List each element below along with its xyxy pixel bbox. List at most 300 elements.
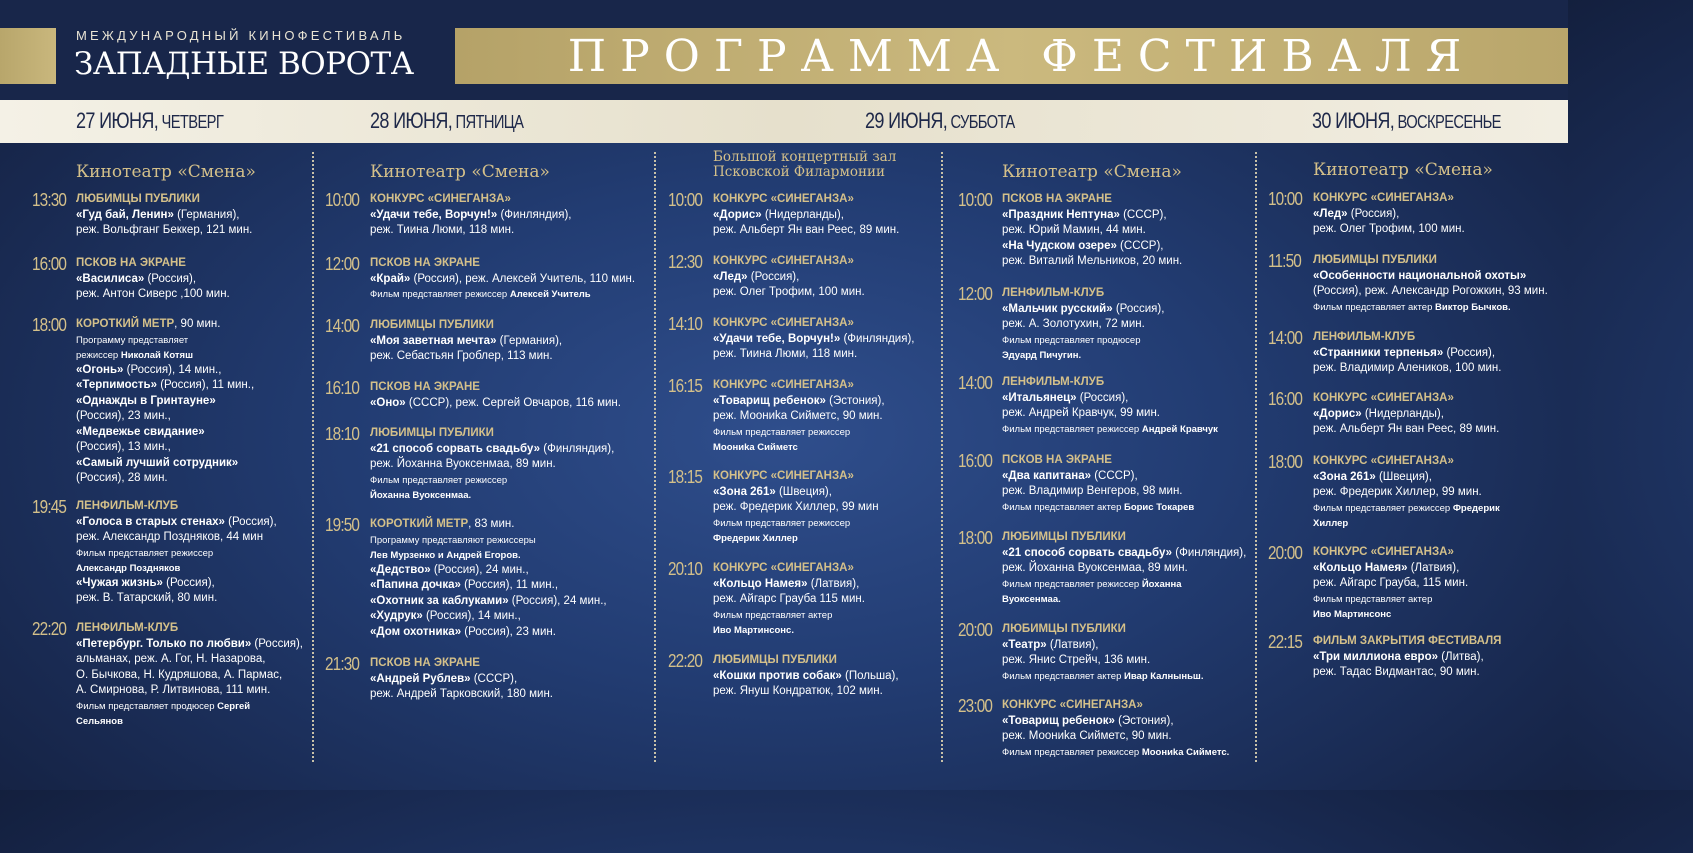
presenter-name: Ивар Калныньш. xyxy=(1124,670,1204,682)
event-block xyxy=(76,317,306,487)
film-line xyxy=(370,672,652,688)
film-title: «Моя заветная мечта» xyxy=(370,334,497,347)
film-line xyxy=(1313,561,1563,577)
presenter-text: Программу представляет xyxy=(76,334,189,346)
film-info: (Россия), xyxy=(251,637,303,650)
presenter-text: Фильм представляет актер xyxy=(1313,593,1433,605)
presenter-name: Лев Мурзенко и Андрей Егоров. xyxy=(370,549,521,561)
presenter-text: Фильм представляет продюсер xyxy=(1002,334,1141,346)
presenter-line xyxy=(370,473,652,488)
film-line xyxy=(370,208,652,224)
category-label: ПСКОВ НА ЭКРАНЕ xyxy=(1002,193,1112,205)
film-line xyxy=(713,332,938,348)
film-info: реж. Йоханна Вуоксенмаа, 89 мин. xyxy=(1002,562,1188,574)
event-category xyxy=(1002,530,1252,546)
presenter-text: Фильм представляет режиссер xyxy=(370,474,508,486)
category-duration: , 83 мин. xyxy=(468,518,515,530)
presenter-name: Александр Поздняков xyxy=(76,562,181,574)
film-line xyxy=(1002,317,1252,333)
presenter-text: Фильм представляет режиссер xyxy=(1002,423,1142,435)
event-category xyxy=(1002,453,1252,469)
presenter-line xyxy=(76,348,306,363)
film-info: (Россия), xyxy=(1443,346,1496,359)
presenter-text: Фильм представляет режиссер xyxy=(1002,746,1142,758)
event-time: 20:00 xyxy=(958,620,993,640)
film-line xyxy=(1002,239,1252,255)
film-info: (Россия), 23 мин. xyxy=(461,625,556,638)
event-block xyxy=(370,192,652,239)
day-date: 29 ИЮНЯ, xyxy=(865,108,948,133)
presenter-line xyxy=(1002,333,1252,348)
film-line xyxy=(1002,653,1252,669)
film-line xyxy=(1002,406,1252,422)
film-title: «Однажды в Гринтауне» xyxy=(76,394,216,407)
film-line xyxy=(370,563,652,579)
event-time: 16:00 xyxy=(958,451,993,471)
presenter-line xyxy=(76,714,306,729)
film-line xyxy=(76,287,306,303)
film-line xyxy=(713,347,938,363)
film-info: альманах, реж. А. Гог, Н. Назарова, xyxy=(76,653,266,665)
event-time: 13:30 xyxy=(32,190,67,210)
event-category xyxy=(370,656,652,672)
event-time: 12:00 xyxy=(325,254,360,274)
film-line xyxy=(370,457,652,473)
presenter-text: Программу представляют режиссеры xyxy=(370,534,536,546)
film-line xyxy=(1313,576,1563,592)
film-title: «Лед» xyxy=(1313,207,1348,220)
event-time: 16:10 xyxy=(325,378,360,398)
presenter-line xyxy=(1002,745,1252,760)
film-info: (Россия), xyxy=(1112,302,1165,315)
film-line xyxy=(76,637,306,653)
film-info: реж. Тиина Люми, 118 мин. xyxy=(370,224,515,236)
film-info: (СССР), xyxy=(1119,208,1167,221)
film-line xyxy=(1313,485,1563,501)
film-line xyxy=(76,471,306,487)
film-line xyxy=(370,625,652,641)
film-info: (СССР), xyxy=(1116,239,1164,252)
event-category xyxy=(370,517,652,533)
film-line xyxy=(1002,714,1252,730)
film-title: «Праздник Нептуна» xyxy=(1002,208,1120,221)
category-label: КОНКУРС «СИНЕГАНЗА» xyxy=(713,193,854,205)
day-date: 30 ИЮНЯ, xyxy=(1312,108,1395,133)
presenter-text: Фильм представляет актер xyxy=(713,609,833,621)
presenter-name: Моониka Сийметс. xyxy=(1141,746,1230,758)
event-time: 19:50 xyxy=(325,515,360,535)
presenter-text: Фильм представляет актер xyxy=(1002,670,1124,682)
film-info: (Россия), xyxy=(144,272,197,285)
presenter-line xyxy=(370,533,652,548)
venue-name: Кинотеатр «Смена» xyxy=(1313,160,1493,180)
category-label: ФИЛЬМ ЗАКРЫТИЯ ФЕСТИВАЛЯ xyxy=(1313,635,1502,647)
film-info: (Финляндия), xyxy=(497,208,572,221)
film-title: «Кошки против собак» xyxy=(713,669,842,682)
film-title: «Особенности национальной охоты» xyxy=(1313,269,1527,282)
film-line xyxy=(1313,269,1563,285)
film-info: (Россия), 24 мин., xyxy=(430,563,529,576)
event-time: 20:10 xyxy=(668,559,703,579)
event-time: 23:00 xyxy=(958,696,993,716)
event-time: 10:00 xyxy=(325,190,360,210)
event-category xyxy=(76,499,306,515)
film-info: реж. Тиина Люми, 118 мин. xyxy=(713,348,858,360)
event-category xyxy=(370,256,652,272)
event-category xyxy=(1313,634,1563,650)
event-category xyxy=(76,256,306,272)
event-time: 10:00 xyxy=(668,190,703,210)
day-label xyxy=(76,108,223,134)
film-info: (СССР), реж. Сергей Овчаров, 116 мин. xyxy=(405,396,621,409)
event-time: 16:00 xyxy=(1268,389,1303,409)
film-line xyxy=(370,334,652,350)
category-label: КОНКУРС «СИНЕГАНЗА» xyxy=(713,255,854,267)
category-label: ЛЮБИМЦЫ ПУБЛИКИ xyxy=(1002,531,1126,543)
film-title: «Дедство» xyxy=(370,563,431,576)
film-info: реж. Альберт Ян ван Реес, 89 мин. xyxy=(713,224,900,236)
event-category xyxy=(1313,330,1563,346)
presenter-name: Моониka Сийметс xyxy=(713,441,798,453)
film-info: реж. Владимир Алеников, 100 мин. xyxy=(1313,362,1502,374)
event-block xyxy=(1313,253,1563,315)
film-title: «Терпимость» xyxy=(76,379,158,391)
film-info: (Россия), реж. Александр Рогожкин, 93 мин. xyxy=(1313,285,1548,297)
presenter-line xyxy=(76,333,306,348)
event-category xyxy=(370,426,652,442)
film-title: «Кольцо Намея» xyxy=(1313,561,1408,574)
event-category xyxy=(1313,454,1563,470)
event-category xyxy=(1002,622,1252,638)
event-time: 11:50 xyxy=(1268,251,1301,271)
event-time: 22:15 xyxy=(1268,632,1303,652)
film-info: реж. Моониka Сийметс, 90 мин. xyxy=(713,410,883,422)
film-title: «Три миллиона евро» xyxy=(1313,650,1439,663)
film-line xyxy=(713,223,938,239)
film-title: «Петербург. Только по любви» xyxy=(76,637,252,650)
event-block xyxy=(1313,634,1563,681)
presenter-line xyxy=(370,488,652,503)
event-time: 18:00 xyxy=(958,528,993,548)
event-time: 18:00 xyxy=(1268,452,1303,472)
presenter-line xyxy=(370,287,652,302)
category-duration: , 90 мин. xyxy=(174,318,221,330)
category-label: КОНКУРС «СИНЕГАНЗА» xyxy=(1313,455,1454,467)
film-line xyxy=(1002,546,1252,562)
film-title: «Товарищ ребенок» xyxy=(713,394,826,407)
film-info: реж. Антон Сиверс ,100 мин. xyxy=(76,288,230,300)
category-label: ПСКОВ НА ЭКРАНЕ xyxy=(370,657,480,669)
event-block xyxy=(1313,545,1563,622)
film-line xyxy=(713,208,938,224)
film-line xyxy=(1002,223,1252,239)
presenter-text: Фильм представляет режиссер xyxy=(713,426,851,438)
film-info: реж. Себастьян Гроблер, 113 мин. xyxy=(370,350,553,362)
film-info: реж. Янис Стрейч, 136 мин. xyxy=(1002,654,1151,666)
category-label: ЛЮБИМЦЫ ПУБЛИКИ xyxy=(370,319,494,331)
day-weekday: ЧЕТВЕРГ xyxy=(158,112,224,132)
film-line xyxy=(76,440,306,456)
film-line xyxy=(1002,729,1252,745)
category-label: ЛЕНФИЛЬМ-КЛУБ xyxy=(1002,287,1105,299)
film-info: (Россия), xyxy=(1347,207,1400,220)
film-line xyxy=(1002,254,1252,270)
gold-accent-left xyxy=(0,28,56,84)
event-time: 14:00 xyxy=(1268,328,1303,348)
film-title: «Дорис» xyxy=(1313,407,1362,420)
film-line xyxy=(1002,208,1252,224)
film-title: «Гуд бай, Ленин» xyxy=(76,208,174,221)
presenter-name: Сельянов xyxy=(76,715,123,727)
event-block xyxy=(1313,330,1563,377)
film-line xyxy=(76,652,306,668)
film-line xyxy=(76,515,306,531)
film-info: (СССР), xyxy=(1091,469,1138,482)
film-title: «Мальчик русский» xyxy=(1002,302,1113,315)
column-divider xyxy=(312,152,314,762)
event-block xyxy=(713,561,938,638)
film-info: (Россия), xyxy=(162,576,215,589)
film-title: «21 способ сорвать свадьбу» xyxy=(1002,546,1173,559)
film-line xyxy=(1313,361,1563,377)
venue-name: Кинотеатр «Смена» xyxy=(370,162,550,182)
film-info: (Латвия), xyxy=(807,577,860,590)
category-label: КОНКУРС «СИНЕГАНЗА» xyxy=(713,317,854,329)
presenter-text: Фильм представляет продюсер xyxy=(76,700,218,712)
film-title: «Голоса в старых стенах» xyxy=(76,515,225,528)
column-divider xyxy=(941,152,943,762)
event-category xyxy=(713,254,938,270)
film-line xyxy=(76,208,306,224)
film-line xyxy=(76,378,306,394)
presenter-name: Николай Котяш xyxy=(120,349,194,361)
film-info: (Финляндия), xyxy=(1172,546,1247,559)
day-date: 28 ИЮНЯ, xyxy=(370,108,453,133)
film-line xyxy=(1002,391,1252,407)
category-label: ЛЕНФИЛЬМ-КЛУБ xyxy=(1313,331,1416,343)
event-block xyxy=(370,256,652,302)
category-label: КОНКУРС «СИНЕГАНЗА» xyxy=(713,379,854,391)
film-line xyxy=(1002,561,1252,577)
film-line xyxy=(370,349,652,365)
film-line xyxy=(713,270,938,286)
category-label: КОНКУРС «СИНЕГАНЗА» xyxy=(1313,392,1454,404)
film-info: реж. Юрий Мамин, 44 мин. xyxy=(1002,224,1146,236)
film-line xyxy=(713,500,938,516)
film-line xyxy=(370,578,652,594)
presenter-text: Фильм представляет режиссер xyxy=(370,289,510,300)
event-time: 14:10 xyxy=(668,314,703,334)
film-info: (Литва), xyxy=(1438,650,1484,663)
film-line xyxy=(713,409,938,425)
event-time: 10:00 xyxy=(1268,189,1303,209)
presenter-line xyxy=(76,561,306,576)
event-category xyxy=(713,378,938,394)
presenter-name: Хиллер xyxy=(1313,517,1349,529)
presenter-name: Алексей Учитель xyxy=(509,289,591,300)
event-block xyxy=(370,426,652,503)
event-category xyxy=(370,192,652,208)
event-time: 14:00 xyxy=(325,316,360,336)
event-block xyxy=(713,192,938,239)
event-time: 18:15 xyxy=(668,467,703,487)
film-title: «Андрей Рублев» xyxy=(370,672,471,685)
event-category xyxy=(713,469,938,485)
film-line xyxy=(76,425,306,441)
film-title: «Оно» xyxy=(370,396,406,409)
film-line xyxy=(713,285,938,301)
film-title: «21 способ сорвать свадьбу» xyxy=(370,442,541,455)
film-info: реж. Олег Трофим, 100 мин. xyxy=(713,286,865,298)
film-info: реж. Айгарс Грауба, 115 мин. xyxy=(1313,577,1469,589)
column-divider xyxy=(654,152,656,762)
event-category xyxy=(1002,286,1252,302)
film-info: реж. Владимир Венгеров, 98 мин. xyxy=(1002,485,1183,497)
event-time: 12:00 xyxy=(958,284,993,304)
film-info: (Латвия), xyxy=(1407,561,1460,574)
film-line xyxy=(76,576,306,592)
film-info: (Латвия), xyxy=(1046,638,1099,651)
film-info: (Россия), 11 мин., xyxy=(157,379,255,391)
presenter-text: Фильм представляет режиссер xyxy=(1313,502,1453,514)
film-line xyxy=(370,609,652,625)
event-block xyxy=(713,316,938,363)
film-info: (Финляндия), xyxy=(840,332,915,345)
presenter-text: Фильм представляет актер xyxy=(1313,301,1435,313)
event-category xyxy=(713,561,938,577)
event-time: 19:45 xyxy=(32,497,67,517)
category-label: ЛЮБИМЦЫ ПУБЛИКИ xyxy=(1313,254,1437,266)
event-block xyxy=(1313,391,1563,438)
film-title: «Дом охотника» xyxy=(370,625,462,638)
film-line xyxy=(1313,665,1563,681)
event-time: 16:00 xyxy=(32,254,67,274)
film-line xyxy=(1313,422,1563,438)
presenter-name: Эдуард Пичугин. xyxy=(1002,349,1082,361)
film-line xyxy=(370,687,652,703)
presenter-line xyxy=(1313,592,1563,607)
film-title: «Странники терпенья» xyxy=(1313,346,1444,359)
film-line xyxy=(713,592,938,608)
presenter-name: Виктор Бычков. xyxy=(1435,301,1511,313)
film-info: (Россия), 24 мин., xyxy=(508,594,607,607)
film-title: «Итальянец» xyxy=(1002,391,1077,404)
column-divider xyxy=(1255,152,1257,762)
day-label xyxy=(1312,108,1501,134)
event-category xyxy=(713,653,938,669)
event-block xyxy=(713,653,938,700)
day-weekday: ВОСКРЕСЕНЬЕ xyxy=(1394,112,1501,132)
presenter-line xyxy=(713,531,938,546)
film-line xyxy=(1002,469,1252,485)
film-line xyxy=(713,485,938,501)
event-category xyxy=(76,317,306,333)
presenter-text: Фильм представляет режиссер xyxy=(76,547,214,559)
film-line xyxy=(1313,407,1563,423)
category-label: КОНКУРС «СИНЕГАНЗА» xyxy=(713,562,854,574)
presenter-name: Сергей xyxy=(217,700,251,712)
event-category xyxy=(1313,253,1563,269)
presenter-name: Иво Мартинсонс xyxy=(1313,608,1392,620)
event-block xyxy=(1002,286,1252,363)
event-block xyxy=(713,378,938,455)
film-info: реж. Андрей Кравчук, 99 мин. xyxy=(1002,407,1160,419)
event-time: 21:30 xyxy=(325,654,360,674)
film-title: «Дорис» xyxy=(713,208,762,221)
presenter-text: Фильм представляет режиссер xyxy=(713,517,851,529)
film-title: «Удачи тебе, Ворчун!» xyxy=(713,332,841,345)
film-info: (Германия), xyxy=(173,208,240,221)
film-title: «Худрук» xyxy=(370,610,423,622)
category-label: ЛЕНФИЛЬМ-КЛУБ xyxy=(76,500,179,512)
presenter-name: Фредерик xyxy=(1452,502,1500,514)
event-block xyxy=(713,469,938,546)
event-time: 22:20 xyxy=(32,619,67,639)
film-title: «Театр» xyxy=(1002,638,1047,651)
film-line xyxy=(1313,470,1563,486)
event-time: 16:15 xyxy=(668,376,703,396)
category-label: КОРОТКИЙ МЕТР xyxy=(76,318,175,330)
presenter-name: Вуоксенмаа. xyxy=(1002,593,1061,605)
presenter-text: режиссер xyxy=(76,349,121,361)
film-info: (Россия), 14 мин., xyxy=(422,610,521,622)
film-info: (Россия), xyxy=(224,515,277,528)
presenter-name: Фредерик Хиллер xyxy=(713,532,798,544)
film-line xyxy=(370,272,652,288)
film-info: А. Смирнова, Р. Литвинова, 111 мин. xyxy=(76,684,271,696)
presenter-line xyxy=(1313,300,1563,315)
event-category xyxy=(713,316,938,332)
category-label: ЛЮБИМЦЫ ПУБЛИКИ xyxy=(370,427,494,439)
presenter-line xyxy=(713,623,938,638)
film-line xyxy=(76,272,306,288)
film-title: «Папина дочка» xyxy=(370,579,461,591)
film-info: реж. Олег Трофим, 100 мин. xyxy=(1313,223,1465,235)
film-info: (Польша), xyxy=(841,669,899,682)
event-category xyxy=(370,380,652,396)
film-line xyxy=(76,409,306,425)
film-info: (Россия), 14 мин., xyxy=(123,363,222,376)
film-title: «Лед» xyxy=(713,270,748,283)
film-info: (Россия), 13 мин., xyxy=(76,441,171,453)
film-line xyxy=(1313,650,1563,666)
film-line xyxy=(76,591,306,607)
presenter-line xyxy=(1313,607,1563,622)
presenter-name: Йоханна xyxy=(1141,578,1182,590)
presenter-line xyxy=(713,608,938,623)
film-info: реж. Йоханна Вуоксенмаа, 89 мин. xyxy=(370,458,556,470)
presenter-line xyxy=(713,425,938,440)
film-line xyxy=(713,684,938,700)
category-label: ЛЕНФИЛЬМ-КЛУБ xyxy=(76,622,179,634)
event-category xyxy=(370,318,652,334)
film-title: «Василиса» xyxy=(76,272,145,285)
event-block xyxy=(1002,192,1252,270)
event-time: 10:00 xyxy=(958,190,993,210)
film-line xyxy=(1002,638,1252,654)
event-category xyxy=(76,621,306,637)
event-block xyxy=(370,656,652,703)
film-line xyxy=(1313,346,1563,362)
film-info: реж. Януш Кондратюк, 102 мин. xyxy=(713,685,883,697)
film-title: «Охотник за каблуками» xyxy=(370,594,509,607)
film-title: «Зона 261» xyxy=(713,485,776,498)
category-label: КОНКУРС «СИНЕГАНЗА» xyxy=(1313,192,1454,204)
film-info: (Россия), xyxy=(1076,391,1129,404)
event-block xyxy=(76,621,306,729)
venue-name: Кинотеатр «Смена» xyxy=(1002,162,1182,182)
category-label: КОНКУРС «СИНЕГАНЗА» xyxy=(370,193,511,205)
